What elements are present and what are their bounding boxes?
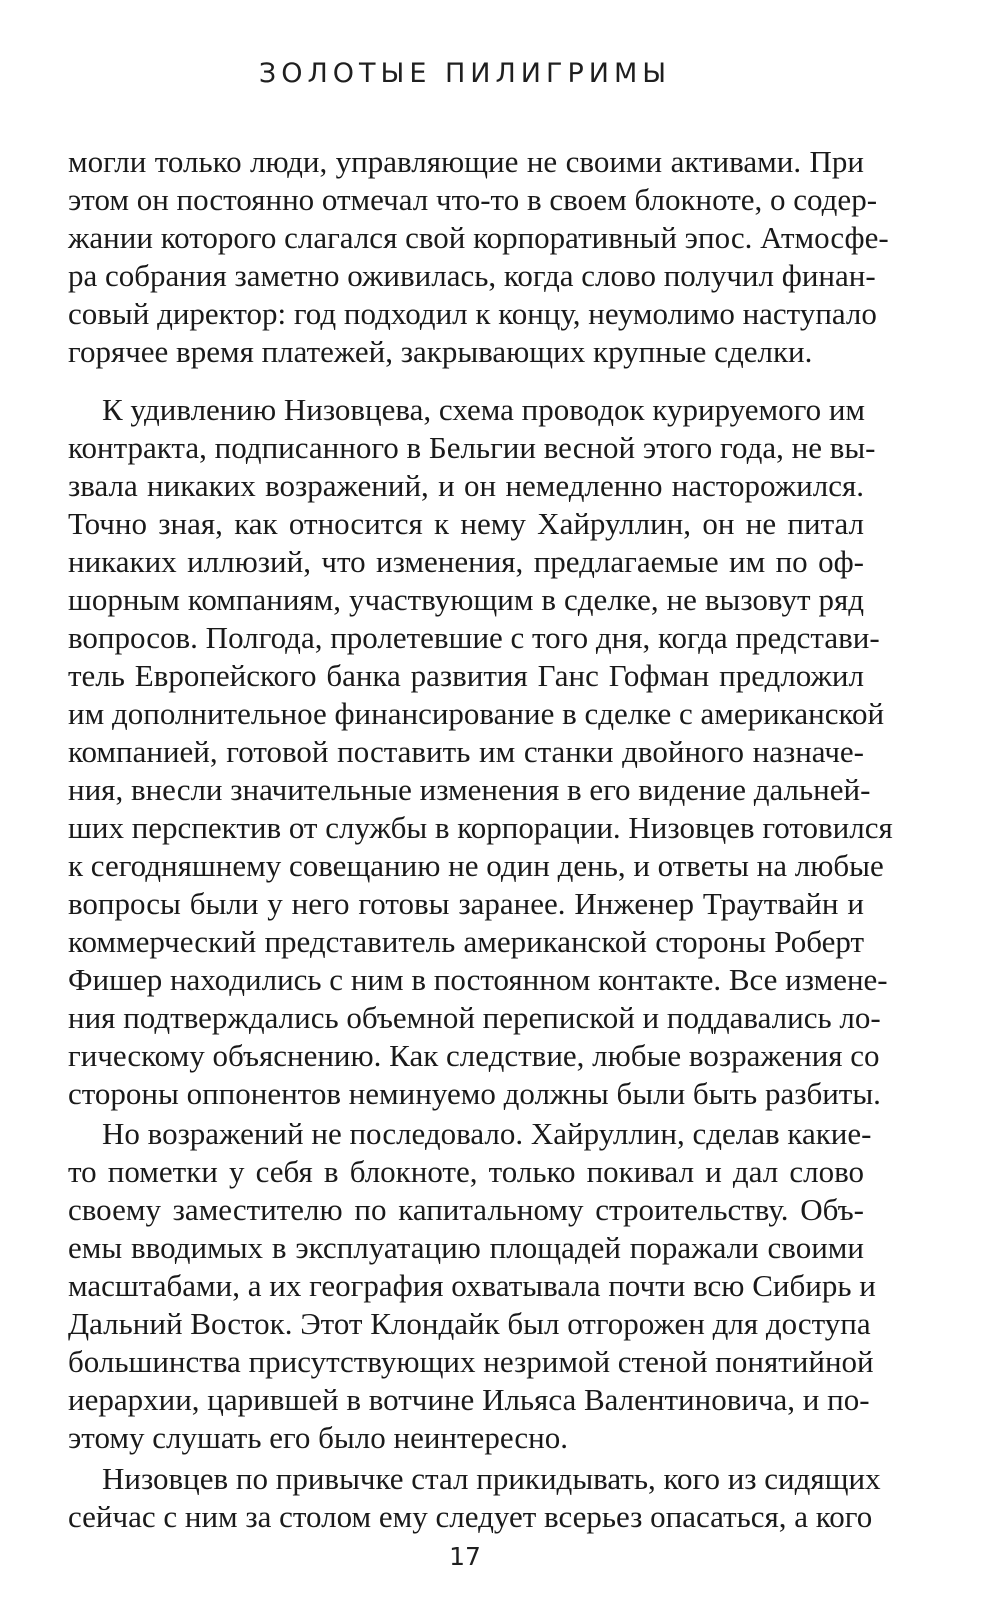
- text-line: Фишер находились с ним в постоянном контакте. Все измене-: [68, 962, 888, 997]
- text-line: жании которого слагался свой корпоративный эпос. Атмосфе-: [68, 220, 889, 255]
- text-line: коммерческий представитель американской стороны Роберт: [68, 924, 864, 959]
- text-line: иерархии, царившей в вотчине Ильяса Валентиновича, и по-: [68, 1382, 870, 1417]
- text-line: Низовцев по привычке стал прикидывать, кого из сидящих: [102, 1461, 881, 1496]
- text-line: этом он постоянно отмечал что-то в своем блокноте, о содер-: [68, 182, 878, 217]
- text-line: вопросов. Полгода, пролетевшие с того дня, когда представи-: [68, 620, 880, 655]
- text-line: шорным компаниям, участвующим в сделке, не вызовут ряд: [68, 582, 864, 617]
- paragraph-2: [68, 391, 893, 1113]
- text-line: компанией, готовой поставить им станки двойного назначе-: [68, 734, 864, 769]
- text-line: к сегодняшнему совещанию не один день, и ответы на любые: [68, 848, 884, 883]
- text-line: масштабами, а их география охватывала почти всю Сибирь и: [68, 1268, 876, 1303]
- paragraph-4: [68, 1460, 881, 1536]
- text-line: ния подтверждались объемной перепиской и поддавались ло-: [68, 1000, 881, 1035]
- text-line: могли только люди, управляющие не своими активами. При: [68, 144, 864, 179]
- text-line: гическому объяснению. Как следствие, любые возражения со: [68, 1038, 880, 1073]
- text-line: емы вводимых в эксплуатацию площадей поражали своими: [68, 1230, 864, 1265]
- text-line: ших перспектив от службы в корпорации. Низовцев готовился: [68, 810, 893, 845]
- text-line: тель Европейского банка развития Ганс Гофман предложил: [68, 658, 864, 693]
- text-line: никаких иллюзий, что изменения, предлагаемые им по оф-: [68, 544, 864, 579]
- text-line: вопросы были у него готовы заранее. Инженер Траутвайн и: [68, 886, 864, 921]
- paragraph-3: [68, 1115, 876, 1457]
- text-line: Но возражений не последовало. Хайруллин, сделав какие-: [102, 1116, 872, 1151]
- page-number: 17: [449, 1542, 481, 1571]
- text-line: им дополнительное финансирование в сделке с американской: [68, 696, 885, 731]
- text-line: своему заместителю по капитальному строительству. Объ-: [68, 1192, 864, 1227]
- text-line: горячее время платежей, закрывающих крупные сделки.: [68, 334, 813, 369]
- text-line: совый директор: год подходил к концу, неумолимо наступало: [68, 296, 877, 331]
- text-line: стороны оппонентов неминуемо должны были быть разбиты.: [68, 1076, 881, 1111]
- text-line: этому слушать его было неинтересно.: [68, 1420, 568, 1455]
- text-line: сейчас с ним за столом ему следует всерьез опасаться, а кого: [68, 1499, 873, 1534]
- text-line: Дальний Восток. Этот Клондайк был отгорожен для доступа: [68, 1306, 871, 1341]
- text-line: то пометки у себя в блокноте, только покивал и дал слово: [68, 1154, 864, 1189]
- text-line: К удивлению Низовцева, схема проводок курируемого им: [102, 392, 866, 427]
- text-line: ния, внесли значительные изменения в его видение дальней-: [68, 772, 871, 807]
- text-line: большинства присутствующих незримой стеной понятийной: [68, 1344, 874, 1379]
- running-title: ЗОЛОТЫЕ ПИЛИГРИМЫ: [258, 58, 672, 89]
- text-line: звала никаких возражений, и он немедленно насторожился.: [68, 468, 864, 503]
- text-line: Точно зная, как относится к нему Хайруллин, он не питал: [68, 506, 864, 541]
- text-line: ра собрания заметно оживилась, когда слово получил финан-: [68, 258, 876, 293]
- text-line: контракта, подписанного в Бельгии весной этого года, не вы-: [68, 430, 876, 465]
- paragraph-1: [68, 143, 889, 371]
